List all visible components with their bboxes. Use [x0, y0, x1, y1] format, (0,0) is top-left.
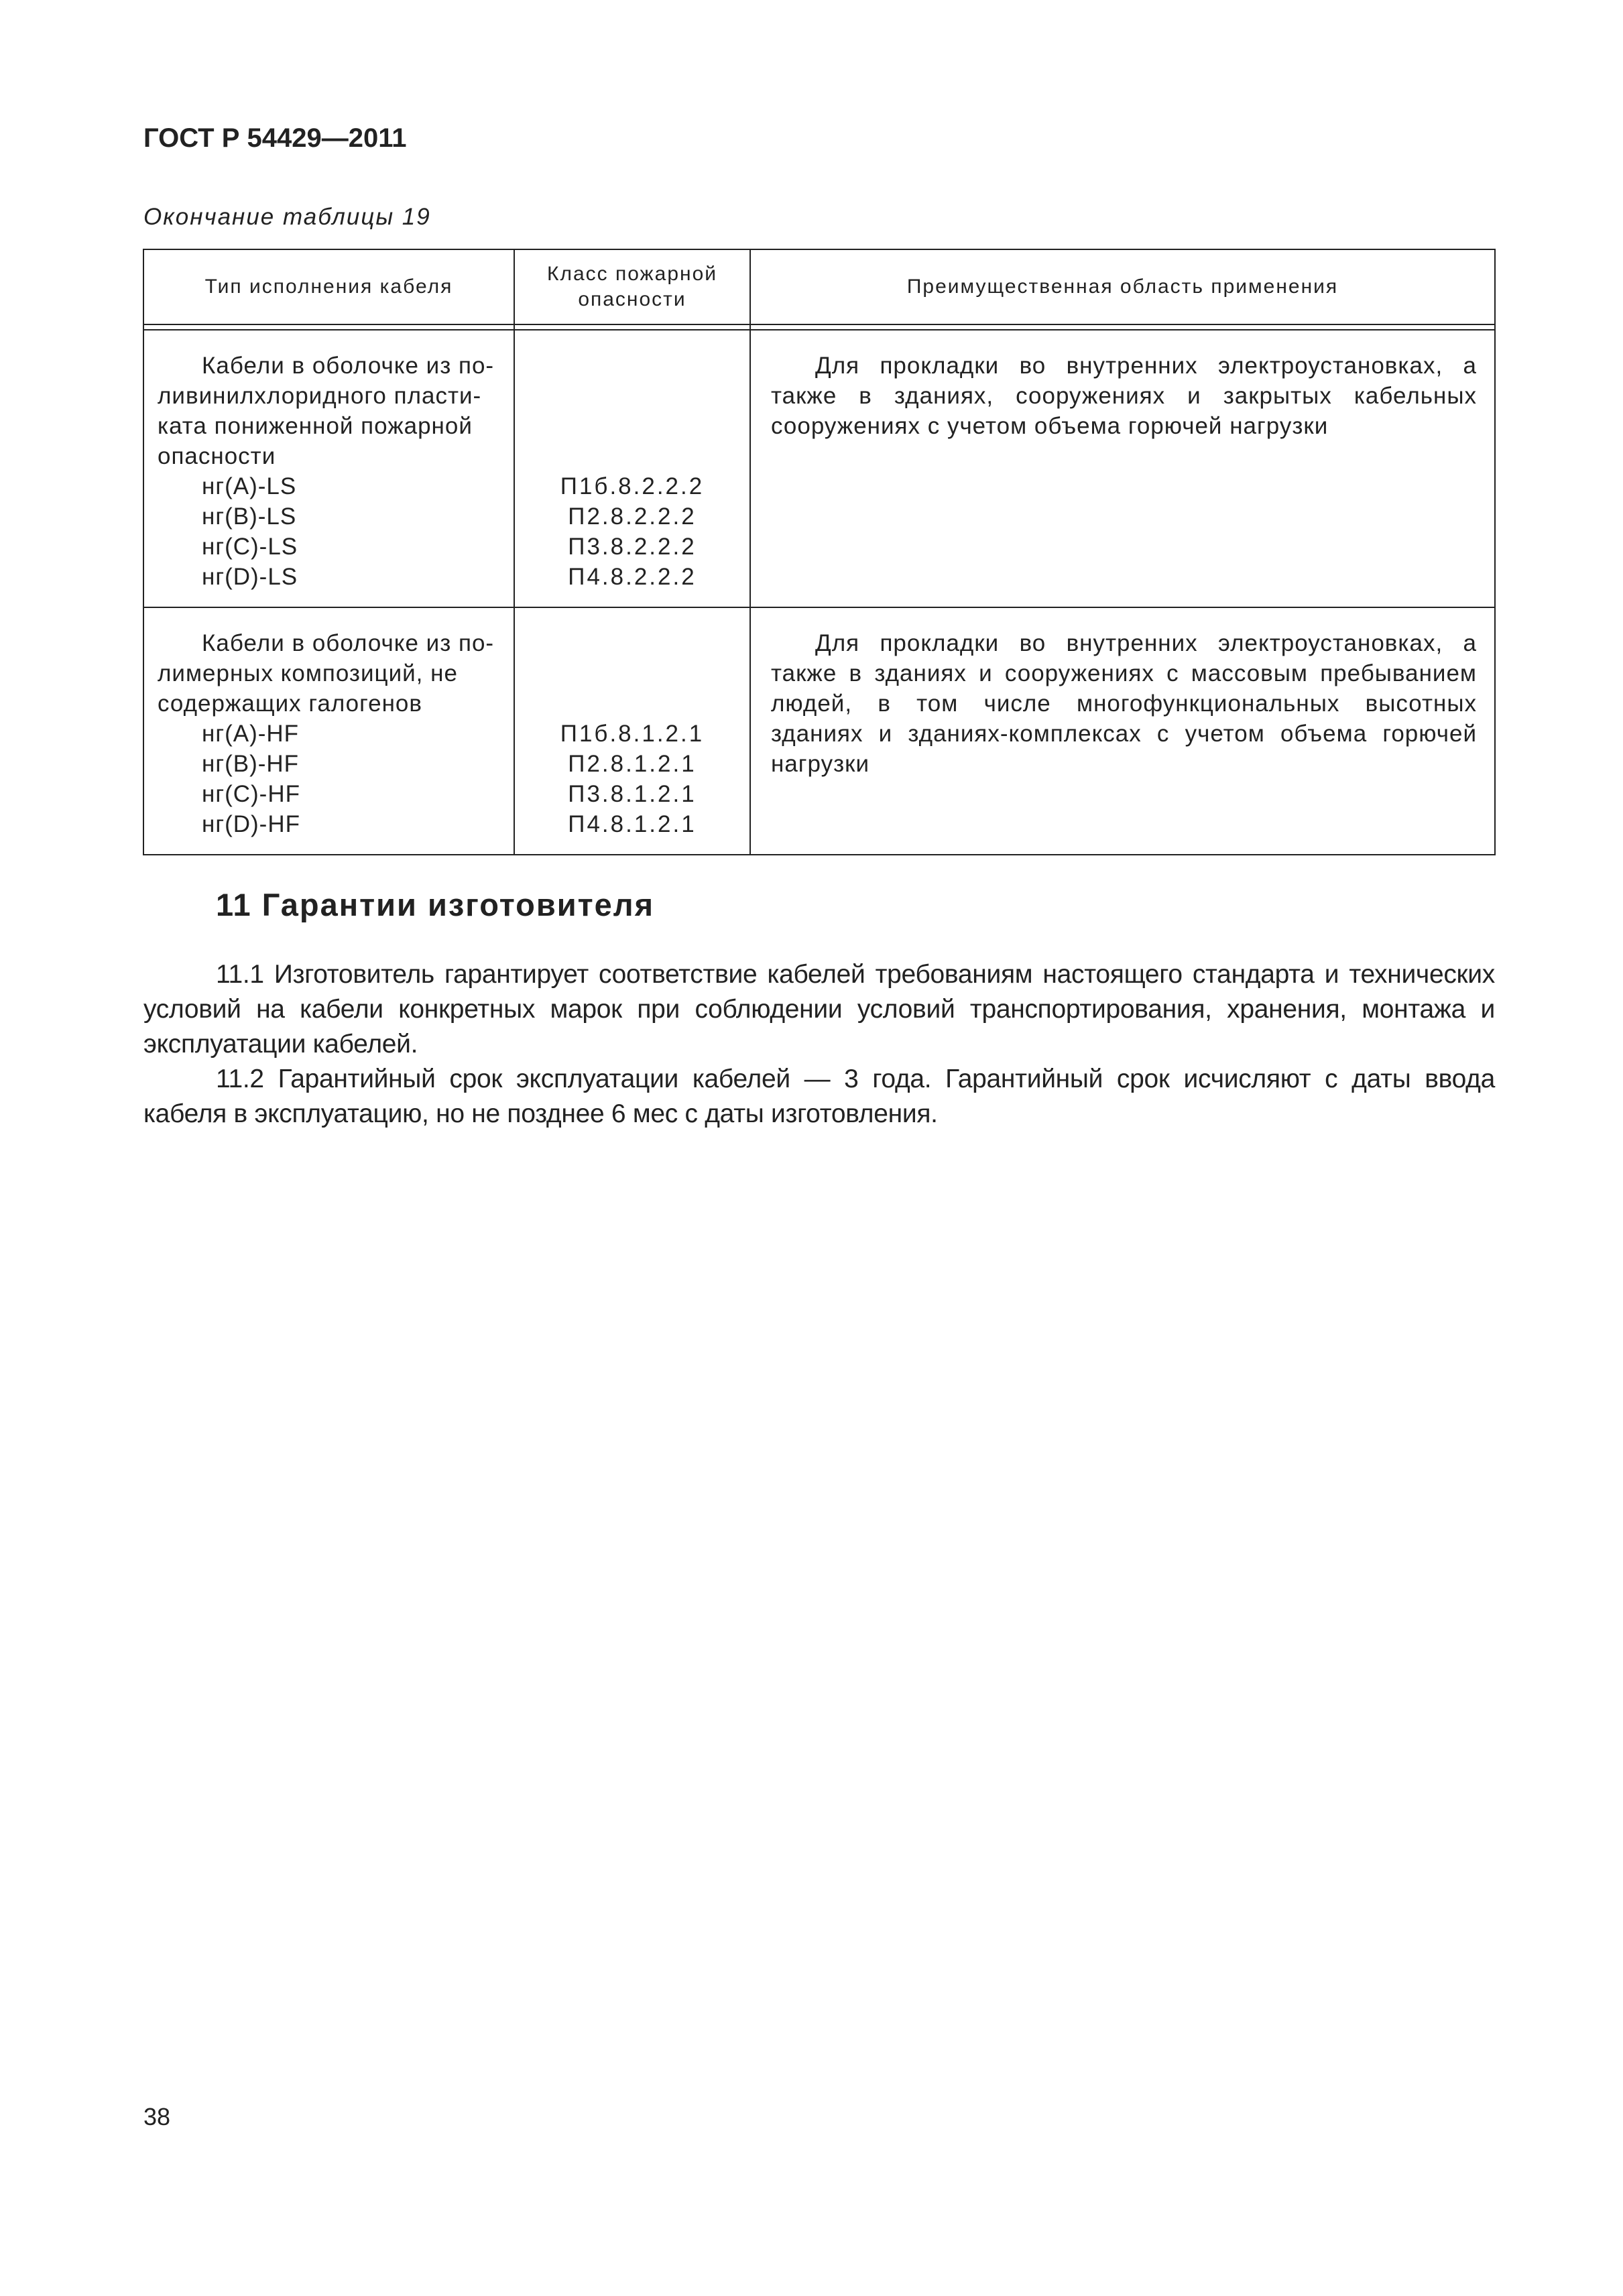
fire-class-value: П2.8.1.2.1 — [568, 751, 697, 777]
document-header: ГОСТ Р 54429—2011 — [143, 123, 407, 153]
column-header-application: Преимущественная область применения — [750, 249, 1495, 324]
cable-mark: нг(B)-LS — [202, 503, 297, 530]
paragraph: 11.2 Гарантийный срок эксплуатации кабелей — 3 года. Гарантийный срок исчисляют с даты ввода кабеля в эксплуатацию, но не позднее 6 мес с даты изготовления. — [143, 1065, 1495, 1128]
fire-class-value: П3.8.1.2.1 — [568, 781, 697, 807]
cable-mark: нг(A)-HF — [202, 721, 300, 747]
fire-class-value: П4.8.1.2.1 — [568, 811, 697, 837]
fire-class-value: П3.8.2.2.2 — [568, 534, 697, 560]
fire-class-cell — [514, 330, 750, 607]
cable-mark: нг(D)-HF — [202, 811, 300, 837]
cable-type-desc-line: Кабели в оболочке из по- — [202, 630, 495, 656]
cable-type-desc-line: ката пониженной пожарной — [158, 413, 473, 439]
fire-class-table — [143, 249, 1496, 855]
cable-mark: нг(A)-LS — [202, 473, 297, 499]
page-number: 38 — [143, 2103, 171, 2130]
cable-mark: нг(C)-HF — [202, 781, 300, 807]
column-header-fire-class: Класс пожарной опасности — [514, 249, 750, 324]
table-row — [143, 330, 1495, 607]
fire-class-cell — [514, 607, 750, 855]
cable-type-cell — [143, 330, 514, 607]
application-area-cell — [750, 607, 1495, 855]
header-double-rule — [143, 324, 1495, 330]
paragraph: 11.1 Изготовитель гарантирует соответствие кабелей требованиям настоящего стандарта и технических условий на кабели конкретных марок при соблюдении условий транспортирования, хранения, монтажа и эксплуатации кабелей. — [143, 960, 1495, 1059]
cable-type-desc-line: лимерных композиций, не — [158, 660, 458, 686]
cable-type-desc-line: содержащих галогенов — [158, 690, 422, 717]
table-header-row — [143, 249, 1495, 324]
application-area-cell — [750, 330, 1495, 607]
cable-type-desc-line: опасности — [158, 443, 276, 469]
cable-type-desc-line: ливинилхлоридного пласти- — [158, 383, 482, 409]
cable-mark: нг(C)-LS — [202, 534, 298, 560]
cable-type-desc-line: Кабели в оболочке из по- — [202, 353, 495, 379]
fire-class-value: П4.8.2.2.2 — [568, 564, 697, 590]
table-row — [143, 607, 1495, 855]
fire-class-value: П2.8.2.2.2 — [568, 503, 697, 530]
application-area-text: Для прокладки во внутренних электроустановках, а также в зданиях и сооружениях с массовым пребыванием людей, в том числе многофункциональных высотных зданиях и зданиях-комплексах с учетом объема горючей нагрузки — [771, 630, 1477, 777]
column-header-cable-type: Тип исполнения кабеля — [143, 249, 514, 324]
cable-mark: нг(B)-HF — [202, 751, 300, 777]
fire-class-value: П1б.8.1.2.1 — [560, 721, 705, 747]
section-body — [143, 957, 1495, 1132]
application-area-text: Для прокладки во внутренних электроустановках, а также в зданиях, сооружениях и закрытых кабельных сооружениях с учетом объема горючей нагрузки — [771, 353, 1477, 439]
table-caption: Окончание таблицы 19 — [143, 204, 431, 230]
cable-type-cell — [143, 607, 514, 855]
cable-mark: нг(D)-LS — [202, 564, 298, 590]
fire-class-value: П1б.8.2.2.2 — [560, 473, 705, 499]
section-heading: 11 Гарантии изготовителя — [216, 887, 655, 922]
